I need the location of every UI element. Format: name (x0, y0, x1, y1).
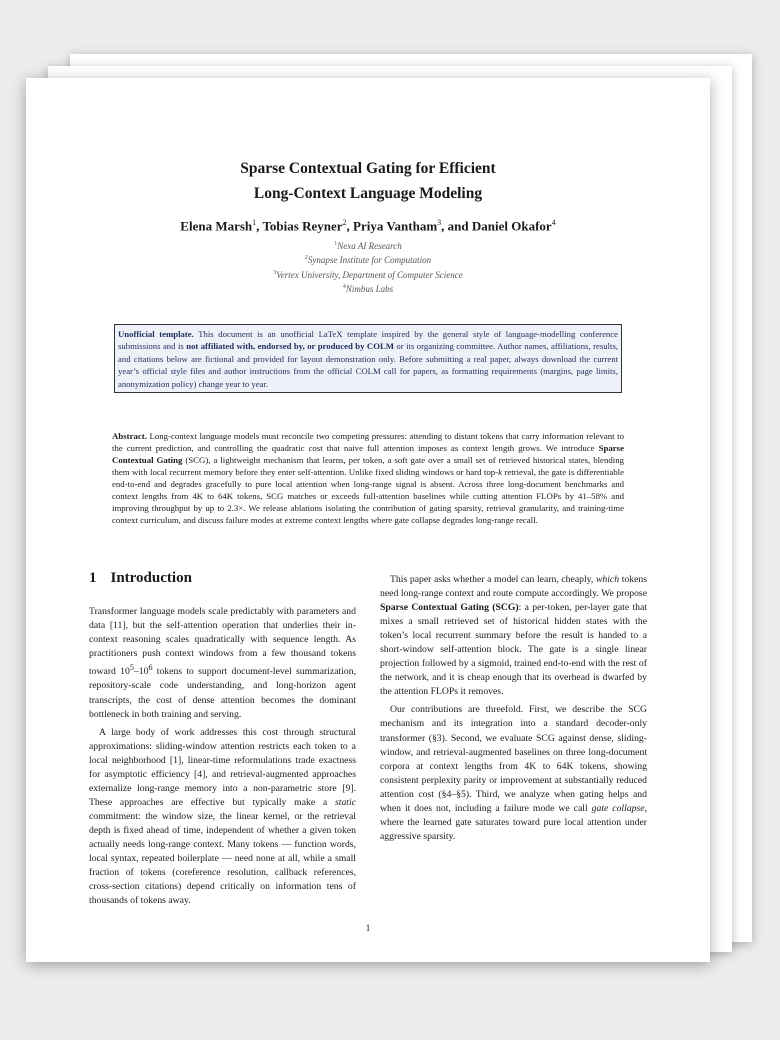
author-separator: , (346, 218, 353, 234)
italic-text: which (595, 574, 620, 585)
page-number: 1 (365, 924, 371, 934)
affiliation (26, 281, 710, 295)
paragraph-text: commitment: the window size, the linear kernel, or the retrieval depth is fixed ahead of time, independent of whether a given token actually needs long-range context. Many tokens — function words, local syntax, repeated boilerplate — need none at all, while a small fraction of tokens (coreference resolution, callback references, cross-section citations) depend critically on information tens of thousands of tokens away. (89, 810, 356, 907)
affiliation-text: Nimbus Labs (345, 283, 394, 294)
right-column (380, 573, 647, 848)
paragraph-text: Transformer language models scale predictably with parameters and data [11], but the self-attention operation that underlies their in-context reasoning scales quadratically with sequence length. As practitioners push context windows from a few thousand tokens toward 10 (89, 606, 356, 678)
author-separator: , (256, 218, 263, 234)
paragraph-text: A large body of work addresses this cost through structural approximations: sliding-window attention restricts each token to a local neighborhood [1], linear-time reformulations trade exactness for asymptotic efficiency [4], and retrieval-augmented approaches externalize long-range memory into a non-parametric store [9]. These approaches are effective but typically make a (89, 726, 356, 808)
notice-lead: Unofficial template. (118, 329, 194, 339)
author-mark: 3 (437, 218, 442, 227)
affiliation (26, 267, 710, 281)
abstract-label: Abstract. (112, 431, 147, 441)
affiliation-list (26, 238, 710, 295)
section-heading (89, 570, 192, 587)
paragraph-text: tokens to support document-level summarization, repository-scale code understanding, and long-horizon agent transcripts, the cost of dense attention becomes the dominant bottleneck in both training and serving. (89, 666, 357, 720)
intro-paragraph-1 (89, 605, 356, 722)
abstract-text: (SCG), a lightweight mechanism that learns, per token, a soft gate over a small set of retrieved historical states, blending them with local recurrent memory before they enter self-attention. Unlike fixed sliding windows or hard top- (112, 455, 624, 477)
title-line-2: Long-Context Language Modeling (253, 185, 483, 202)
affiliation-mark: 1 (334, 241, 338, 247)
author-name: Tobias Reyner (262, 218, 343, 234)
affiliation-text: Vertex University, Department of Computer Science (276, 269, 463, 280)
abstract-text: Long-context language models must reconcile two competing pressures: attending to distant tokens that carry information relevant to the current prediction, and controlling the quadratic cost that naive full attention imposes as context length grows. We introduce (112, 431, 624, 453)
paragraph-text: tokens need long-range context and route compute accordingly. We propose (380, 574, 647, 600)
paragraph-text: Our contributions are threefold. First, we describe the SCG mechanism and its integration into a standard decoder-only transformer (§3). Second, we evaluate SCG against dense, sliding-window, and retrieval-augmented baselines on three long-document corpora at context lengths from 4K to 64K tokens, showing consistent perplexity parity or improvement at substantially reduced attention cost (§4–§5). Third, we analyze when gating helps and when it does not, including a failure mode we call (380, 704, 647, 814)
affiliation (26, 238, 710, 252)
section-number: 1 (89, 570, 97, 586)
intro-paragraph-3 (380, 573, 647, 699)
abstract-bold: Sparse Contextual Gating (112, 443, 624, 465)
paragraph-text: –10 (133, 666, 149, 678)
abstract-text: retrieval, the gate is differentiable end-to-end and degrades gracefully to pure local attention when long-range signal is absent. Across three long-document benchmarks and context lengths from 4K to 64K tokens, SCG matches or exceeds full-attention baselines while cutting attention FLOPs by 41–58% and improving throughput by up to 2.3×. We release ablations isolating the contribution of gating sparsity, retrieval granularity, and training-time context curriculum, and discuss failure modes at extreme context lengths where gate collapse degrades long-range recall. (112, 467, 624, 525)
paper-title (26, 156, 710, 206)
abstract (112, 430, 624, 526)
title-line-1: Sparse Contextual Gating for Efficient (240, 160, 496, 177)
template-notice-box (114, 324, 622, 393)
affiliation-text: Nexa AI Research (337, 241, 402, 251)
affiliation (26, 252, 710, 266)
paragraph-text: , where the learned gate saturates toward pure local attention under aggressive sparsity. (380, 802, 647, 842)
author-mark: 2 (342, 218, 347, 227)
author-list (26, 218, 710, 234)
notice-text: This document is an unofficial LaTeX template inspired by the general style of language-modelling conference submissions and is (118, 329, 618, 352)
italic-text: gate collapse (591, 802, 645, 814)
paragraph-text: : a per-token, per-layer gate that mixes a small retrieved set of historical hidden states with the token’s local recurrent summary before the result is handed to a short-window self-attention block. The gate is a single linear projection followed by a sigmoid, trained end-to-end with the rest of the network, and it is cheap enough that its overhead is dwarfed by the attention FLOPs it removes. (380, 602, 647, 698)
left-column (89, 605, 356, 912)
notice-text: or its organizing committee. Author names, affiliations, results, and citations below are fictional and provided for layout demonstration only. Before submitting a real paper, always download the current year’s official style files and author instructions from the official COLM call for papers, as formatting requirements (margins, page limits, anonymization policy) change year to year. (118, 341, 619, 389)
abstract-italic: k (498, 467, 502, 477)
intro-paragraph-4 (380, 703, 647, 843)
author-separator: , and (441, 218, 472, 234)
author-name: Daniel Okafor (471, 218, 552, 234)
author-mark: 1 (252, 218, 257, 227)
author-mark: 4 (551, 218, 556, 227)
affiliation-text: Synapse Institute for Computation (307, 255, 432, 266)
bold-text: Sparse Contextual Gating (SCG) (380, 602, 519, 614)
affiliation-mark: 2 (304, 255, 308, 262)
author-name: Elena Marsh (180, 218, 253, 234)
paragraph-text: This paper asks whether a model can learn, cheaply, (390, 574, 596, 585)
italic-text: static (335, 796, 356, 808)
affiliation-mark: 4 (342, 283, 346, 290)
notice-bold: not affiliated with, endorsed by, or produced by COLM (186, 341, 394, 352)
intro-paragraph-2 (89, 726, 356, 909)
superscript: 6 (148, 663, 153, 673)
affiliation-mark: 3 (273, 269, 277, 276)
paper-page (26, 78, 710, 962)
section-title: Introduction (110, 570, 192, 586)
author-name: Priya Vantham (353, 218, 438, 234)
superscript: 5 (129, 663, 134, 673)
